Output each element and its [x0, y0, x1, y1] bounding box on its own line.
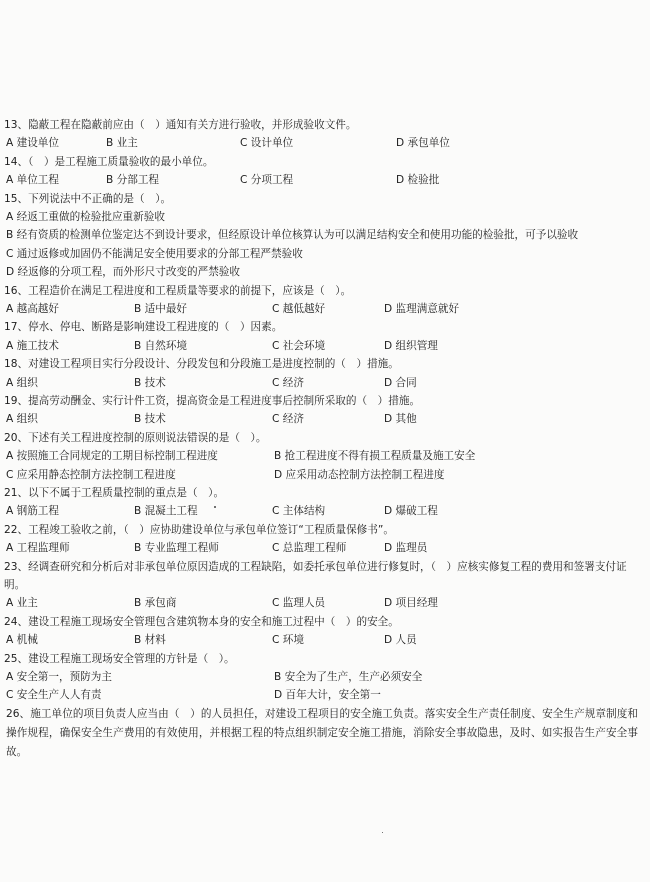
scan-speck	[214, 506, 216, 508]
option-b: B 自然环境	[134, 339, 188, 352]
question-13-stem: 13、隐蔽工程在隐蔽前应由（ ）通知有关方进行验收，并形成验收文件。	[4, 119, 357, 131]
option-d: D 应采用动态控制方法控制工程进度	[274, 468, 445, 481]
option-c: C 环境	[272, 634, 304, 647]
question-26-stem: 26、施工单位的项目负责人应当由（ ）的人员担任，对建设工程项目的安全施工负责。落实安全生产责任制度、安全生产规章制度和操作规程，确保安全生产费用的有效使用，并根据工程的特点组织制定安全施工措施，消除安全事故隐患，及时、如实报告生产安全事故。	[6, 707, 638, 758]
option-b: B 业主	[106, 137, 138, 150]
option-c: C 监理人员	[272, 597, 326, 610]
question-23-stem: 23、经调查研究和分析后对非承包单位原因造成的工程缺陷，如委托承包单位进行修复时，（ ）应核实修复工程的费用和签署支付证明。	[4, 560, 627, 591]
question-22-stem: 22、工程竣工验收之前，（ ）应协助建设单位与承包单位签订“工程质量保修书”。	[4, 523, 394, 536]
question-14-options	[4, 171, 644, 189]
option-d: D 承包单位	[396, 137, 450, 150]
option-a: A 业主	[6, 597, 38, 610]
question-sheet	[4, 116, 644, 762]
option-b: B 经有资质的检测单位鉴定达不到设计要求，但经原设计单位核算认为可以满足结构安全和使用功能的检验批，可予以验收	[6, 229, 579, 242]
scan-speck	[382, 832, 383, 833]
option-d: D 监理员	[384, 542, 428, 555]
option-a: A 钢筋工程	[6, 505, 59, 518]
question-22-options	[4, 539, 644, 557]
option-a: A 单位工程	[6, 174, 59, 187]
question-17-options	[4, 337, 644, 355]
question-13-options	[4, 134, 644, 152]
option-d: D 其他	[384, 413, 417, 426]
option-b: B 抢工程进度不得有损工程质量及施工安全	[274, 450, 476, 463]
option-d: D 百年大计，安全第一	[274, 689, 381, 702]
question-25-stem: 25、建设工程施工现场安全管理的方针是（ ）。	[4, 652, 235, 665]
option-b: B 安全为了生产，生产必须安全	[274, 671, 423, 683]
option-c: C 主体结构	[272, 505, 326, 518]
option-b: B 技术	[134, 413, 166, 426]
option-b: B 材料	[134, 634, 166, 647]
option-b: B 分部工程	[106, 174, 160, 187]
question-19-options	[4, 410, 644, 428]
question-21-options	[4, 502, 644, 520]
option-c: C 经济	[272, 413, 304, 426]
question-18-stem: 18、对建设工程项目实行分段设计、分段发包和分段施工是进度控制的（ ）措施。	[4, 358, 399, 371]
option-a: A 工程监理师	[6, 542, 70, 555]
question-20-options-ab	[4, 447, 644, 465]
option-d: D 人员	[384, 634, 417, 647]
option-a: A 经返工重做的检验批应重新验收	[6, 211, 165, 223]
option-d: D 监理满意就好	[384, 303, 460, 316]
option-d: D 合同	[384, 376, 417, 389]
question-23-options	[4, 594, 644, 612]
option-a: A 安全第一，预防为主	[6, 671, 112, 683]
question-18-options	[4, 374, 644, 392]
option-a: A 机械	[6, 634, 38, 647]
question-17-stem: 17、停水、停电、断路是影响建设工程进度的（ ）因素。	[4, 321, 283, 334]
option-a: A 组织	[6, 413, 38, 426]
option-c: C 越低越好	[272, 303, 326, 316]
option-d: D 项目经理	[384, 597, 438, 610]
question-20-stem: 20、下述有关工程进度控制的原则说法错误的是（ ）。	[4, 431, 267, 444]
option-c: C 设计单位	[240, 137, 294, 150]
option-a: A 组织	[6, 376, 38, 389]
option-b: B 专业监理工程师	[134, 542, 219, 555]
option-c: C 安全生产人人有责	[6, 689, 102, 702]
question-25-options-ab	[4, 668, 644, 686]
option-b: B 承包商	[134, 597, 177, 610]
question-15-stem: 15、下列说法中不正确的是（ ）。	[4, 192, 172, 205]
option-d: D 经返修的分项工程，而外形尺寸改变的严禁验收	[6, 266, 240, 279]
option-c: C 社会环境	[272, 339, 326, 352]
option-a: A 按照施工合同规定的工期目标控制工程进度	[6, 450, 218, 463]
question-24-options	[4, 631, 644, 649]
option-d: D 组织管理	[384, 339, 438, 352]
question-16-stem: 16、工程造价在满足工程进度和工程质量等要求的前提下，应该是（ ）。	[4, 284, 352, 297]
option-a: A 施工技术	[6, 339, 59, 352]
option-d: D 爆破工程	[384, 505, 438, 518]
option-a: A 越高越好	[6, 303, 59, 316]
option-b: B 混凝土工程	[134, 505, 198, 518]
question-14-stem: 14、（ ）是工程施工质量验收的最小单位。	[4, 155, 214, 168]
option-c: C 应采用静态控制方法控制工程进度	[6, 468, 176, 481]
question-21-stem: 21、以下不属于工程质量控制的重点是（ ）。	[4, 487, 225, 499]
option-c: C 经济	[272, 376, 304, 389]
option-a: A 建设单位	[6, 137, 59, 150]
option-b: B 适中最好	[134, 303, 188, 316]
question-20-options-cd	[4, 466, 644, 484]
question-19-stem: 19、提高劳动酬金、实行计件工资，提高资金是工程进度事后控制所采取的（ ）措施。	[4, 395, 421, 408]
option-d: D 检验批	[396, 174, 440, 187]
question-25-options-cd	[4, 686, 644, 704]
question-24-stem: 24、建设工程施工现场安全管理包含建筑物本身的安全和施工过程中（ ）的安全。	[4, 615, 399, 628]
option-c: C 分项工程	[240, 174, 294, 187]
option-b: B 技术	[134, 376, 166, 389]
question-16-options	[4, 300, 644, 318]
option-c: C 总监理工程师	[272, 542, 347, 555]
option-c: C 通过返修或加固仍不能满足安全使用要求的分部工程严禁验收	[6, 247, 303, 260]
